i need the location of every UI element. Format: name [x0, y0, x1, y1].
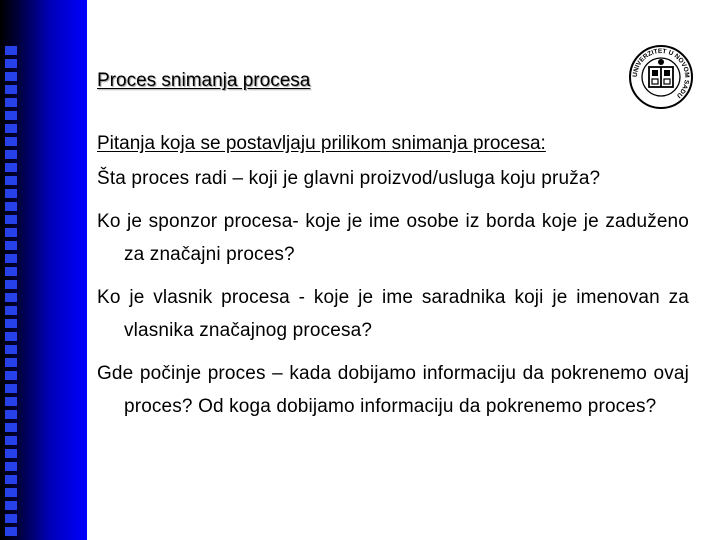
svg-text:UNIVERZITET U NOVOM SADU: UNIVERZITET U NOVOM SADU	[631, 47, 691, 100]
slide-title: Proces snimanja procesa	[97, 70, 311, 91]
questions-list	[97, 162, 689, 423]
decorative-square-pattern	[5, 46, 17, 540]
questions-heading: Pitanja koja se postavljaju prilikom snimanja procesa:	[97, 133, 546, 154]
list-item: Gde počinje proces – kada dobijamo informaciju da pokrenemo ovaj proces? Od koga dobijamo informaciju da pokrenemo proces?	[97, 363, 689, 417]
list-item: Ko je sponzor procesa- koje je ime osobe iz borda koje je zaduženo za značajni proces?	[97, 211, 689, 265]
list-item: Ko je vlasnik procesa - koje je ime saradnika koji je imenovan za vlasnika značajnog procesa?	[97, 287, 689, 341]
slide-content	[97, 132, 689, 433]
university-seal-icon	[628, 44, 694, 110]
list-item: Šta proces radi – koji je glavni proizvod/usluga koju pruža?	[97, 168, 601, 189]
